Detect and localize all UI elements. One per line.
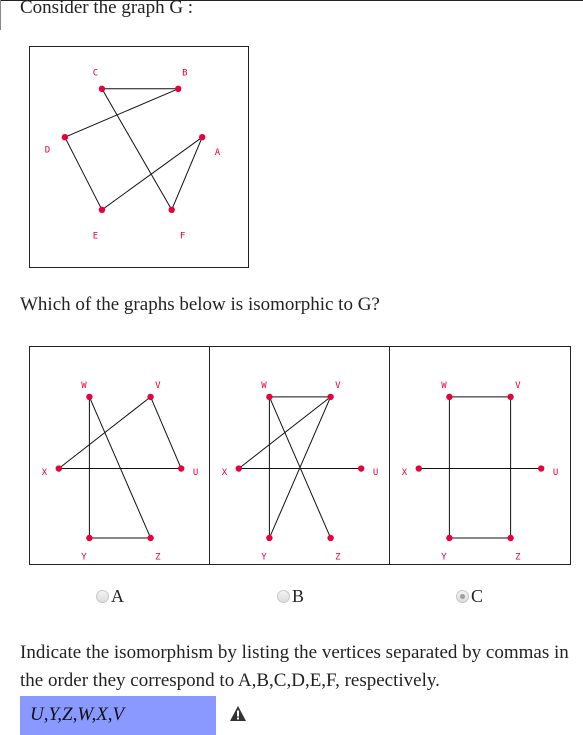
graph-g-vertex-b bbox=[175, 86, 181, 92]
option-c-figure bbox=[389, 346, 571, 565]
option-a-svg bbox=[30, 347, 210, 564]
option-a-label: A bbox=[111, 586, 124, 606]
option-c-vertex-w bbox=[446, 394, 452, 400]
option-a-vertex-x bbox=[56, 465, 62, 471]
option-c-label-w: W bbox=[441, 381, 447, 392]
option-b-vertex-y bbox=[266, 535, 272, 541]
option-a-label-x: X bbox=[41, 468, 48, 479]
option-a-vertex-w bbox=[86, 394, 92, 400]
option-a-vertex-v bbox=[147, 394, 153, 400]
option-c-vertex-v bbox=[507, 394, 513, 400]
option-b-choice[interactable] bbox=[277, 586, 304, 607]
graph-g-label-c: C bbox=[92, 68, 99, 79]
option-b-label-v: V bbox=[335, 381, 341, 392]
option-c-label: C bbox=[471, 586, 484, 606]
graph-g-label-f: F bbox=[179, 231, 186, 242]
option-a-label-v: V bbox=[155, 381, 161, 392]
question-text: Which of the graphs below is isomorphic to G? bbox=[20, 294, 380, 315]
option-a-edge-vu bbox=[151, 397, 182, 469]
graph-g-figure bbox=[29, 46, 249, 268]
option-a-label-y: Y bbox=[81, 552, 87, 563]
option-b-vertex-w bbox=[266, 394, 272, 400]
option-b-vertex-u bbox=[358, 465, 364, 471]
option-a-figure bbox=[29, 346, 211, 565]
option-b-svg bbox=[210, 347, 390, 564]
option-b-figure bbox=[209, 346, 391, 565]
graph-g-edge-de bbox=[65, 137, 102, 210]
option-b-label: B bbox=[292, 586, 305, 606]
instructions-text: Indicate the isomorphism by listing the vertices separated by commas in the order they correspond to A,B,C,D,E,F, respectively. bbox=[20, 642, 569, 691]
graph-g-vertex-d bbox=[62, 134, 68, 140]
option-c-label-y: Y bbox=[441, 552, 447, 563]
graph-g-label-a: A bbox=[214, 147, 221, 158]
option-a-edge-wz bbox=[89, 397, 150, 538]
graph-g-svg bbox=[30, 47, 248, 267]
option-a-label-w: W bbox=[81, 381, 87, 392]
option-c-label-z: Z bbox=[515, 552, 521, 563]
graph-g-vertex-e bbox=[99, 207, 105, 213]
option-b-radio[interactable] bbox=[277, 590, 290, 603]
option-c-vertex-z bbox=[507, 535, 513, 541]
warning-icon[interactable] bbox=[229, 705, 247, 722]
option-b-label-x: X bbox=[221, 468, 228, 479]
option-a-vertex-z bbox=[147, 535, 153, 541]
option-b-label-y: Y bbox=[261, 552, 267, 563]
graph-g-label-b: B bbox=[182, 68, 188, 79]
option-a-label-u: U bbox=[192, 468, 199, 479]
option-b-label-w: W bbox=[261, 381, 267, 392]
graph-g-label-e: E bbox=[92, 231, 99, 242]
option-a-vertex-u bbox=[178, 465, 184, 471]
option-b-label-u: U bbox=[372, 468, 379, 479]
option-b-label-z: Z bbox=[335, 552, 341, 563]
option-b-vertex-z bbox=[327, 535, 333, 541]
graph-g-vertex-c bbox=[99, 86, 105, 92]
graph-g-edge-bd bbox=[65, 89, 178, 137]
option-b-vertex-x bbox=[236, 465, 242, 471]
option-c-radio[interactable] bbox=[456, 590, 469, 603]
option-c-label-v: V bbox=[515, 381, 521, 392]
option-c-vertex-y bbox=[446, 535, 452, 541]
prompt-text: Consider the graph G : bbox=[20, 0, 194, 18]
option-a-edge-xv bbox=[59, 397, 151, 469]
graph-g-vertex-f bbox=[169, 207, 175, 213]
answer-field[interactable]: U,Y,Z,W,X,V bbox=[20, 696, 216, 735]
option-a-label-z: Z bbox=[155, 552, 161, 563]
option-b-edge-xv bbox=[239, 397, 331, 469]
graph-g-vertex-a bbox=[199, 134, 205, 140]
option-c-choice[interactable] bbox=[456, 586, 483, 607]
option-c-svg bbox=[390, 347, 570, 564]
left-rule bbox=[0, 0, 1, 30]
graph-g-label-d: D bbox=[44, 145, 51, 156]
option-a-radio[interactable] bbox=[96, 590, 109, 603]
option-a-choice[interactable] bbox=[96, 586, 124, 607]
option-c-vertex-u bbox=[538, 465, 544, 471]
option-b-vertex-v bbox=[327, 394, 333, 400]
option-c-label-u: U bbox=[552, 468, 559, 479]
option-c-vertex-x bbox=[416, 465, 422, 471]
option-c-label-x: X bbox=[401, 468, 408, 479]
option-a-vertex-y bbox=[86, 535, 92, 541]
